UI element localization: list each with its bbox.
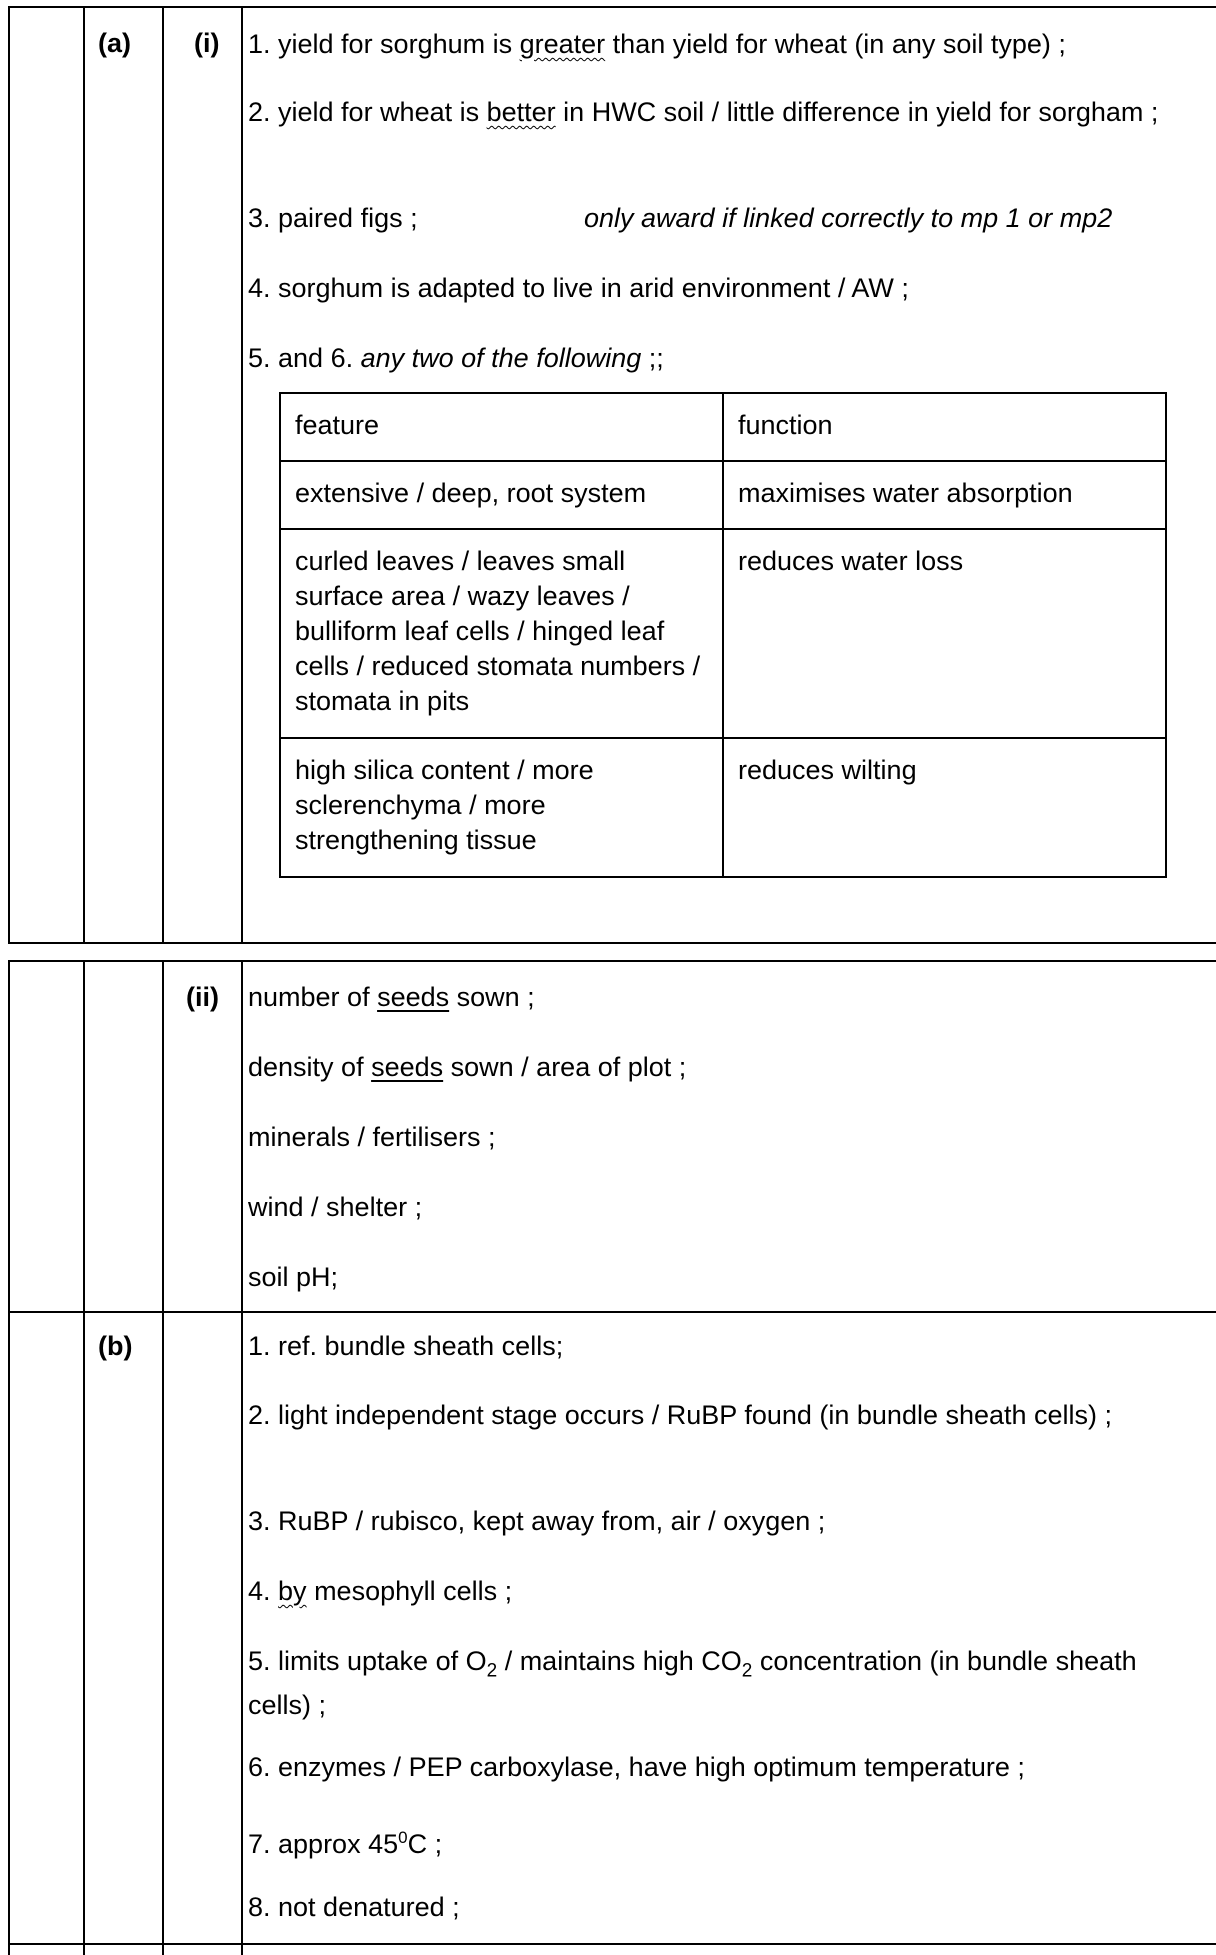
b-line-2: 2. light independent stage occurs / RuBP found (in bundle sheath cells) ; <box>248 1400 1113 1430</box>
b-line-4: 4. by mesophyll cells ; <box>248 1576 513 1606</box>
table-cell: reduces wilting <box>723 738 1166 877</box>
table-cell: reduces water loss <box>723 529 1166 738</box>
column-divider <box>83 962 85 1955</box>
part-a-i-label: (i) <box>194 28 220 58</box>
a-ii-line-5: soil pH; <box>248 1262 339 1292</box>
part-a-label: (a) <box>98 28 131 58</box>
table-row <box>280 461 1166 529</box>
a-i-point-3-note: only award if linked correctly to mp 1 or mp2 <box>584 203 1113 233</box>
column-divider <box>241 8 243 942</box>
a-i-point-1: 1. yield for sorghum is greater than yield for wheat (in any soil type) ; <box>248 29 1066 59</box>
column-divider <box>162 8 164 942</box>
row-divider <box>10 1943 1216 1945</box>
column-divider <box>83 8 85 942</box>
a-ii-line-4: wind / shelter ; <box>248 1192 423 1222</box>
table-header-feature: feature <box>280 393 723 461</box>
b-line-7: 7. approx $45^0C$ ; <box>248 1828 443 1859</box>
a-ii-line-1: number of seeds sown ; <box>248 982 535 1012</box>
b-line-6: 6. enzymes / PEP carboxylase, have high optimum temperature ; <box>248 1752 1025 1782</box>
a-i-point-4: 4. sorghum is adapted to live in arid environment / AW ; <box>248 273 909 303</box>
a-i-point-5-6: 5. and 6. any two of the following ;; <box>248 343 664 373</box>
section-a-ii-b-box <box>8 960 1216 1955</box>
part-a-ii-label: (ii) <box>186 982 219 1012</box>
table-cell: high silica content / more sclerenchyma / more strengthening tissue <box>280 738 723 877</box>
a-i-point-2: 2. yield for wheat is better in HWC soil / little difference in yield for sorgham ; <box>248 97 1159 127</box>
table-header-function: function <box>723 393 1166 461</box>
table-cell: extensive / deep, root system <box>280 461 723 529</box>
feature-function-table <box>279 392 1167 878</box>
b-line-1: 1. ref. bundle sheath cells; <box>248 1331 564 1361</box>
b-line-3: 3. RuBP / rubisco, kept away from, air / oxygen ; <box>248 1506 826 1536</box>
column-divider <box>162 962 164 1955</box>
column-divider <box>241 962 243 1955</box>
table-row <box>280 529 1166 738</box>
b-line-8: 8. not denatured ; <box>248 1892 460 1922</box>
part-b-label: (b) <box>98 1331 133 1361</box>
a-ii-line-3: minerals / fertilisers ; <box>248 1122 496 1152</box>
table-cell: maximises water absorption <box>723 461 1166 529</box>
row-divider <box>10 1311 1216 1313</box>
b-line-5: 5. limits uptake of $O_2$ / maintains high $CO_2$ concentration (in bundle sheath cells) ; <box>248 1646 1137 1721</box>
a-ii-line-2: density of seeds sown / area of plot ; <box>248 1052 687 1082</box>
table-row <box>280 393 1166 461</box>
table-row <box>280 738 1166 877</box>
table-cell: curled leaves / leaves small surface area / wazy leaves / bulliform leaf cells / hinged leaf cells / reduced stomata numbers / stomata in pits <box>280 529 723 738</box>
a-i-point-3: 3. paired figs ; <box>248 203 418 233</box>
